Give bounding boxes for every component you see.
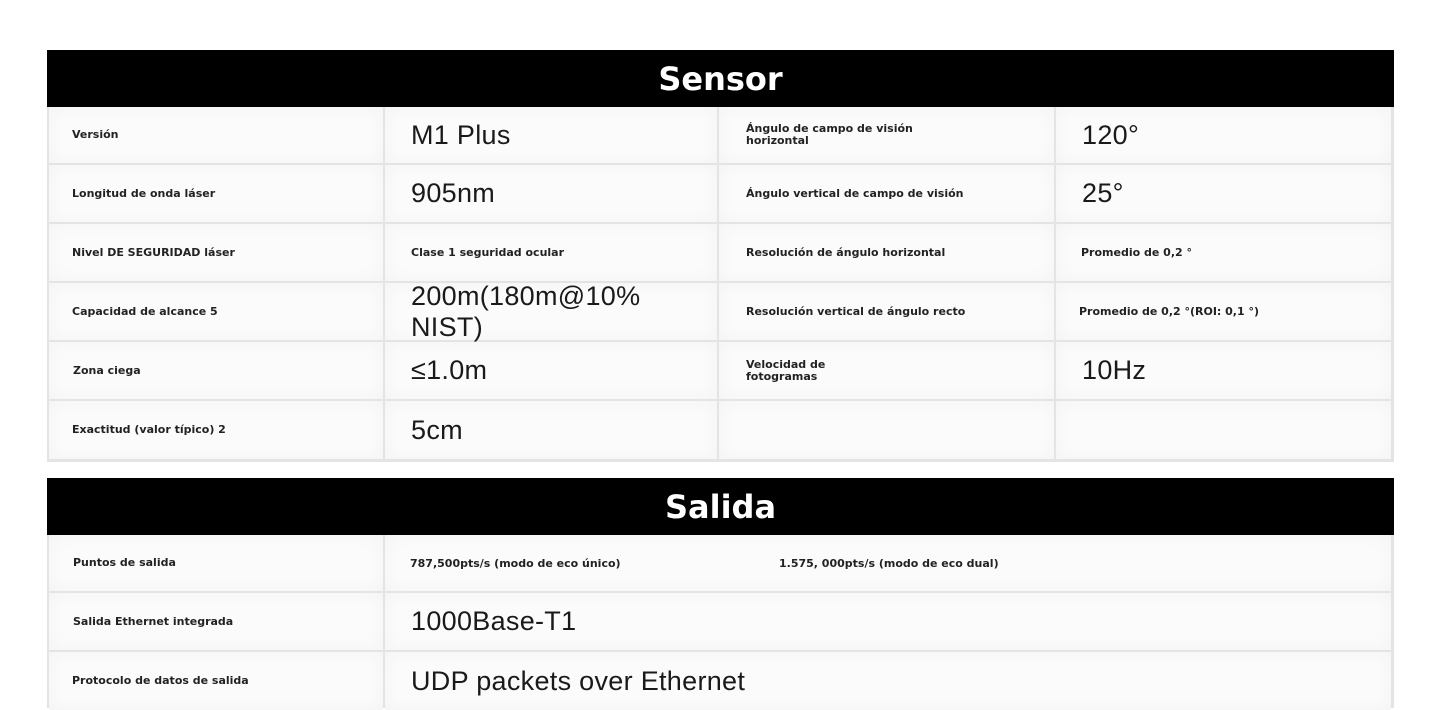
table-row-label (49, 535, 383, 591)
table-row-value (1056, 165, 1391, 222)
spec-value-version: M1 Plus (411, 119, 511, 150)
sensor-table (47, 107, 1394, 462)
table-row-label (49, 224, 383, 281)
table-row-label (719, 224, 1054, 281)
spec-label-version: Versión (72, 128, 119, 141)
spec-label-laser-safety: Nivel DE SEGURIDAD láser (72, 245, 235, 259)
table-row-value (385, 342, 717, 399)
table-row-value (1056, 283, 1391, 340)
table-row-value (385, 535, 1391, 591)
spec-label-frame-rate: Velocidad de fotogramas (746, 357, 826, 383)
spec-value-blind-zone: ≤1.0m (411, 355, 488, 385)
table-row-label (49, 107, 383, 163)
spec-value-wavelength: 905nm (411, 178, 496, 208)
spec-value-frame-rate: 10Hz (1082, 355, 1147, 385)
spec-value-protocol: UDP packets over Ethernet (411, 665, 746, 696)
table-row-label (49, 652, 383, 710)
spec-label-v-resolution: Resolución vertical de ángulo recto (746, 304, 966, 318)
spec-label-vfov: Ángulo vertical de campo de visión (746, 186, 964, 200)
spec-value-output-points-dual: 1.575, 000pts/s (modo de eco dual) (779, 556, 999, 570)
table-row-label (719, 165, 1054, 222)
table-row-value (385, 107, 717, 163)
table-row-value (1056, 342, 1391, 399)
spec-label-range: Capacidad de alcance 5 (72, 304, 218, 318)
spec-value-h-resolution: Promedio de 0,2 ° (1081, 246, 1192, 259)
spec-value-laser-safety: Clase 1 seguridad ocular (411, 246, 565, 259)
spec-label-hfov: Ángulo de campo de visión horizontal (746, 122, 913, 147)
table-row-empty (1056, 401, 1391, 459)
table-row-label (719, 283, 1054, 340)
output-title-text: Salida (664, 487, 777, 526)
table-row-label (719, 342, 1054, 399)
table-row-label (49, 165, 383, 222)
spec-label-protocol: Protocolo de datos de salida (72, 674, 249, 687)
spec-value-v-resolution: Promedio de 0,2 °(ROI: 0,1 °) (1079, 305, 1259, 318)
spec-label-ethernet: Salida Ethernet integrada (73, 614, 234, 628)
output-section-title (47, 478, 1394, 535)
table-row-label (719, 107, 1054, 163)
table-row-value (385, 165, 717, 222)
table-row-label (49, 283, 383, 340)
sensor-title-text: Sensor (658, 59, 783, 98)
spec-value-output-points-single: 787,500pts/s (modo de eco único) (410, 556, 621, 570)
spec-label-accuracy: Exactitud (valor típico) 2 (72, 423, 226, 436)
table-row-value (385, 401, 717, 459)
table-row-value (385, 280, 717, 342)
table-row-value (385, 224, 717, 281)
table-row-value (385, 593, 1391, 650)
spec-label-blind-zone: Zona ciega (73, 363, 141, 377)
table-row-value (1056, 224, 1391, 281)
sensor-section-title (47, 50, 1394, 107)
spec-value-hfov: 120° (1082, 119, 1140, 150)
spec-label-wavelength: Longitud de onda láser (72, 186, 216, 200)
table-row-value (385, 652, 1391, 710)
table-row-value (1056, 107, 1391, 163)
spec-value-range: 200m(180m@10% NIST) (411, 280, 641, 342)
spec-label-h-resolution: Resolución de ángulo horizontal (746, 245, 946, 259)
spec-value-accuracy: 5cm (411, 414, 463, 445)
table-row-label (49, 593, 383, 650)
spec-label-output-points: Puntos de salida (73, 556, 176, 569)
spec-value-ethernet: 1000Base-T1 (411, 606, 577, 636)
table-row-label (49, 401, 383, 459)
table-row-empty (719, 401, 1054, 459)
table-row-label (49, 342, 383, 399)
output-table (47, 535, 1394, 708)
spec-value-vfov: 25° (1082, 178, 1124, 208)
